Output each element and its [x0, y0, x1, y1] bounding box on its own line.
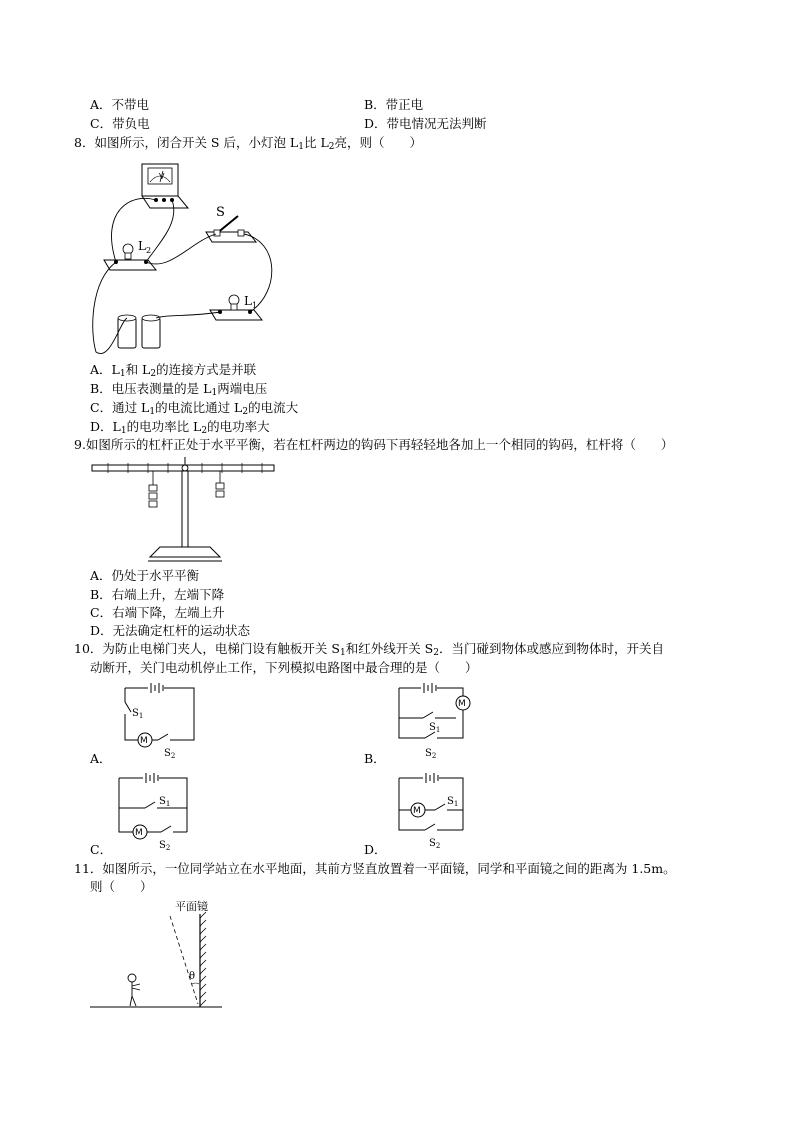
mirror-icon [200, 912, 206, 1007]
q8-circuit-figure [90, 152, 290, 362]
mirror-label: 平面镜 [175, 900, 208, 913]
q8-option-d: D．$L_1$的电功率比 $L_2$的电功率大 [90, 419, 270, 436]
q8-option-b: B．电压表测量的是 $L_1$两端电压 [90, 381, 268, 398]
q10-circuit-a [120, 680, 200, 760]
q11-mirror-figure [90, 898, 230, 1013]
switch-s-icon [206, 216, 256, 242]
q10-option-b: B． [364, 751, 386, 766]
q7-option-d: D．带电情况无法判断 [364, 116, 487, 131]
l1-label: $L_1$ [244, 294, 258, 310]
q10-option-a: A． [90, 751, 112, 766]
angle-label: θ [189, 971, 196, 982]
q10-option-c: C． [90, 842, 113, 857]
s1-label: $S_1$ [132, 708, 144, 720]
battery-icon [118, 315, 160, 348]
s1-label: $S_1$ [429, 722, 441, 734]
person-icon [128, 974, 140, 1006]
q7-option-b: B．带正电 [364, 97, 424, 112]
s2-label: $S_2$ [429, 838, 441, 850]
s1-label: $S_1$ [447, 796, 459, 808]
left-weights-icon [149, 471, 157, 507]
right-weights-icon [216, 471, 224, 497]
motor-label: M [413, 806, 421, 816]
s2-label: $S_2$ [425, 748, 437, 760]
motor-label: M [135, 828, 143, 838]
q10-circuit-c [115, 770, 200, 850]
s2-label: $S_2$ [159, 840, 171, 852]
q9-lever-figure [90, 455, 280, 565]
l2-label: $L_2$ [138, 239, 152, 255]
switch-s-label: S [216, 205, 225, 220]
s1-label: $S_1$ [159, 796, 171, 808]
q11-stem-line1: 11．如图所示，一位同学站立在水平地面，其前方竖直放置着一平面镜，同学和平面镜之间的距离为 1.5m。 [74, 861, 676, 876]
dashed-line [170, 916, 198, 1004]
q7-option-a: A．不带电 [90, 97, 150, 112]
q9-option-d: D．无法确定杠杆的运动状态 [90, 623, 251, 638]
lever-stand [148, 471, 222, 561]
q10-circuit-b [395, 680, 475, 760]
q10-stem-line1: 10．为防止电梯门夹人，电梯门设有触板开关 $S_1$和红外线开关 $S_2$．当门碰到物体或感应到物体时，开关自 [74, 641, 664, 658]
q9-option-a: A．仍处于水平平衡 [90, 568, 200, 583]
wires [93, 198, 272, 353]
voltmeter-label: V [159, 172, 165, 181]
motor-label: M [458, 699, 466, 709]
q9-stem: 9.如图所示的杠杆正处于水平平衡，若在杠杆两边的钩码下再轻轻地各加上一个相同的钩码，杠杆将（ ） [74, 437, 674, 452]
s2-label: $S_2$ [164, 748, 176, 760]
q10-circuit-d [395, 770, 480, 850]
voltmeter-icon [142, 164, 188, 208]
q10-option-d: D． [364, 842, 387, 857]
q8-option-a: A．$L_1$和 $L_2$的连接方式是并联 [90, 362, 257, 379]
q10-stem-line2: 动断开，关门电动机停止工作，下列模拟电路图中最合理的是（ ） [90, 660, 478, 675]
q9-option-b: B．右端上升，左端下降 [90, 587, 225, 602]
q8-stem: 8．如图所示，闭合开关 S 后，小灯泡 $L_1$比 $L_2$亮，则（ ） [74, 135, 423, 152]
motor-label: M [140, 736, 148, 746]
q11-stem-line2: 则（ ） [90, 879, 153, 894]
q8-option-c: C．通过 $L_1$的电流比通过 $L_2$的电流大 [90, 400, 299, 417]
q9-option-c: C．右端下降，左端上升 [90, 605, 225, 620]
q7-option-c: C．带负电 [90, 116, 150, 131]
